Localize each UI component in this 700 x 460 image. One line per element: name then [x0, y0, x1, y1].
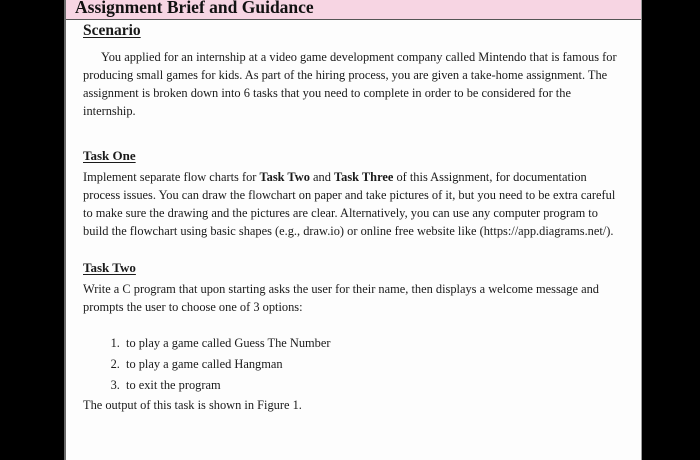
- list-item: 2. to play a game called Hangman: [123, 354, 623, 375]
- output-note: The output of this task is shown in Figure 1.: [83, 398, 302, 412]
- task-one-text-1: Implement separate flow charts for: [83, 170, 260, 184]
- scenario-heading: Scenario: [83, 22, 141, 39]
- list-item: 1. to play a game called Guess The Number: [123, 333, 623, 354]
- document-content: [83, 22, 623, 414]
- document-page: [64, 0, 642, 460]
- task-two-reference: Task Two: [259, 170, 310, 184]
- document-title: Assignment Brief and Guidance: [75, 0, 314, 17]
- list-item: 3. to exit the program: [123, 375, 623, 396]
- title-bar: [66, 0, 641, 20]
- task-one-text-3: of this Assignment, for documentation process issues. You can draw the flowchart on paper and take pictures of it, but you need to be extra careful to make sure the drawing and the pictures are clear. Alternatively, you can use any computer program to build the flowchart using basic shapes (e.g., draw.io) or online free website like (https://app.diagrams.net/).: [83, 170, 616, 238]
- task-three-reference: Task Three: [334, 170, 394, 184]
- scenario-paragraph: You applied for an internship at a video game development company called Mintendo that is famous for producing small games for kids. As part of the hiring process, you are given a take-home assignment. The assignment is broken down into 6 tasks that you need to complete in order to be considered for the internship.: [83, 50, 617, 118]
- task-one-text-2: and: [309, 170, 334, 184]
- task-two-heading: Task Two: [83, 260, 136, 275]
- options-list: [83, 333, 623, 396]
- task-one-paragraph: [83, 168, 623, 240]
- task-one-heading: Task One: [83, 148, 136, 163]
- task-two-paragraph: Write a C program that upon starting asks the user for their name, then displays a welcome message and prompts the user to choose one of 3 options:: [83, 282, 599, 314]
